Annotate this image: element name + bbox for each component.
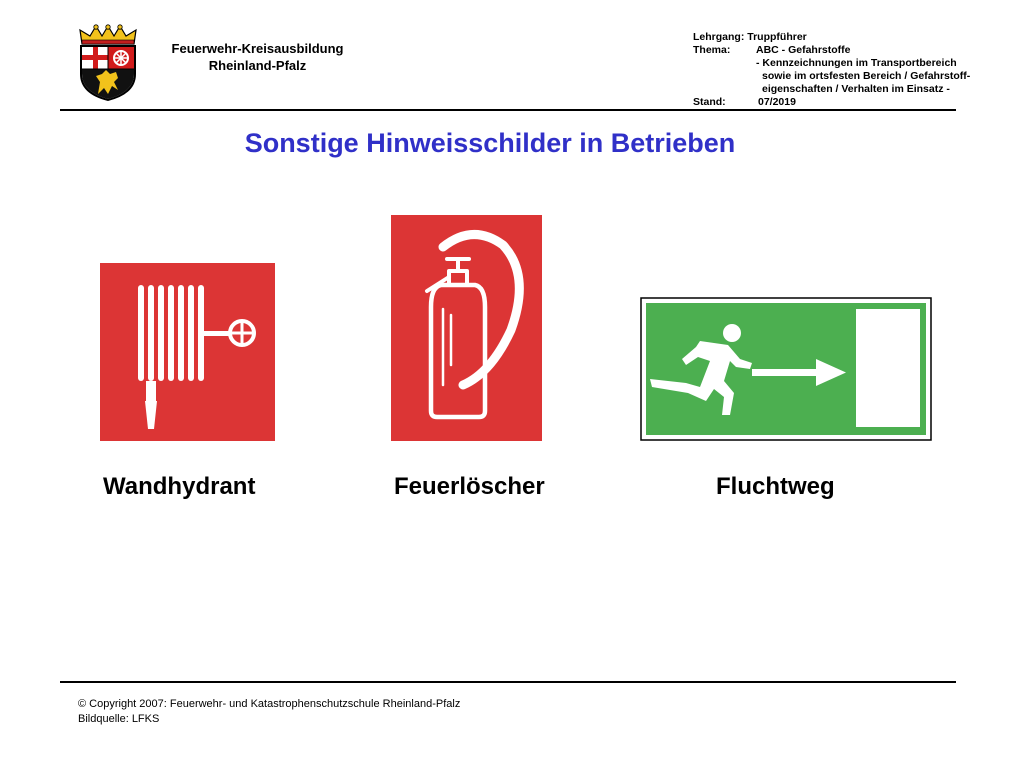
thema-line-3: sowie im ortsfesten Bereich / Gefahrstoff- xyxy=(762,70,971,82)
thema-line-1: ABC - Gefahrstoffe xyxy=(756,44,851,56)
copyright-text: © Copyright 2007: Feuerwehr- und Katastrophenschutzschule Rheinland-Pfalz xyxy=(78,698,461,710)
fire-hose-reel-icon xyxy=(100,263,275,441)
image-source-text: Bildquelle: LFKS xyxy=(78,713,160,725)
stand-key: Stand: xyxy=(693,96,726,108)
sign-label-feuerloescher: Feuerlöscher xyxy=(394,473,545,500)
lehrgang-key: Lehrgang: xyxy=(693,31,745,43)
sign-label-fluchtweg: Fluchtweg xyxy=(716,473,835,500)
thema-key: Thema: xyxy=(693,44,731,56)
organization-line-1: Feuerwehr-Kreisausbildung xyxy=(171,41,344,56)
stand-value: 07/2019 xyxy=(758,96,796,108)
header-divider xyxy=(60,109,956,111)
course-info xyxy=(693,31,1003,109)
organization-name xyxy=(150,40,365,74)
coat-of-arms-icon xyxy=(76,24,140,102)
lehrgang-value: Truppführer xyxy=(747,31,807,43)
fire-extinguisher-icon xyxy=(391,215,542,441)
footer xyxy=(78,697,460,727)
thema-line-4: eigenschaften / Verhalten im Einsatz - xyxy=(762,83,950,95)
emergency-exit-icon xyxy=(640,297,932,441)
sign-label-wandhydrant: Wandhydrant xyxy=(103,473,256,500)
page-title: Sonstige Hinweisschilder in Betrieben xyxy=(244,128,736,158)
thema-line-2: - Kennzeichnungen im Transportbereich xyxy=(756,57,957,69)
organization-line-2: Rheinland-Pfalz xyxy=(208,58,307,73)
footer-divider xyxy=(60,681,956,683)
